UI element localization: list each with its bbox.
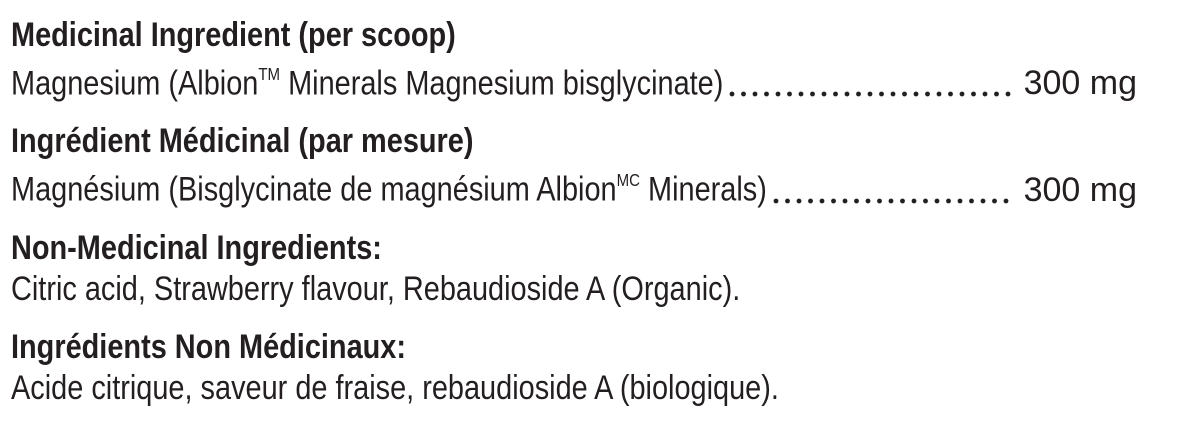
ingredient-name-fr-pre: Magnésium (Bisglycinate de magnésium Albion	[11, 170, 617, 209]
dot-leader	[773, 198, 1014, 204]
non-medicinal-en-block	[11, 228, 1137, 310]
non-medicinal-fr-text: Acide citrique, saveur de fraise, rebaudioside A (biologique).	[11, 368, 779, 407]
ingredient-name-en	[11, 56, 723, 104]
dot-leader	[729, 91, 1013, 97]
ingredient-row-fr	[11, 162, 1137, 210]
trademark-superscript-fr: MC	[616, 170, 640, 191]
amount-value-en: 300 mg	[1023, 64, 1137, 103]
ingredient-name-en-post: Minerals Magnesium bisglycinate)	[280, 64, 724, 103]
ingredient-name-fr	[11, 162, 767, 210]
ingredient-row-en	[11, 56, 1137, 104]
non-medicinal-en-text: Citric acid, Strawberry flavour, Rebaudioside A (Organic).	[11, 269, 741, 308]
amount-value-fr: 300 mg	[1023, 170, 1137, 209]
ingredient-name-en-pre: Magnesium (Albion	[11, 64, 259, 103]
non-medicinal-en-heading: Non-Medicinal Ingredients:	[11, 228, 382, 267]
trademark-superscript: TM	[258, 64, 281, 84]
medicinal-ingredient-fr-block	[11, 121, 1137, 210]
non-medicinal-fr-heading: Ingrédients Non Médicinaux:	[11, 327, 407, 366]
medicinal-ingredient-en-block	[11, 15, 1137, 104]
medicinal-ingredient-fr-heading: Ingrédient Médicinal (par mesure)	[11, 122, 474, 161]
medicinal-ingredient-en-heading: Medicinal Ingredient (per scoop)	[11, 16, 456, 54]
ingredient-name-fr-post: Minerals)	[639, 170, 767, 209]
non-medicinal-fr-block	[11, 327, 1137, 409]
